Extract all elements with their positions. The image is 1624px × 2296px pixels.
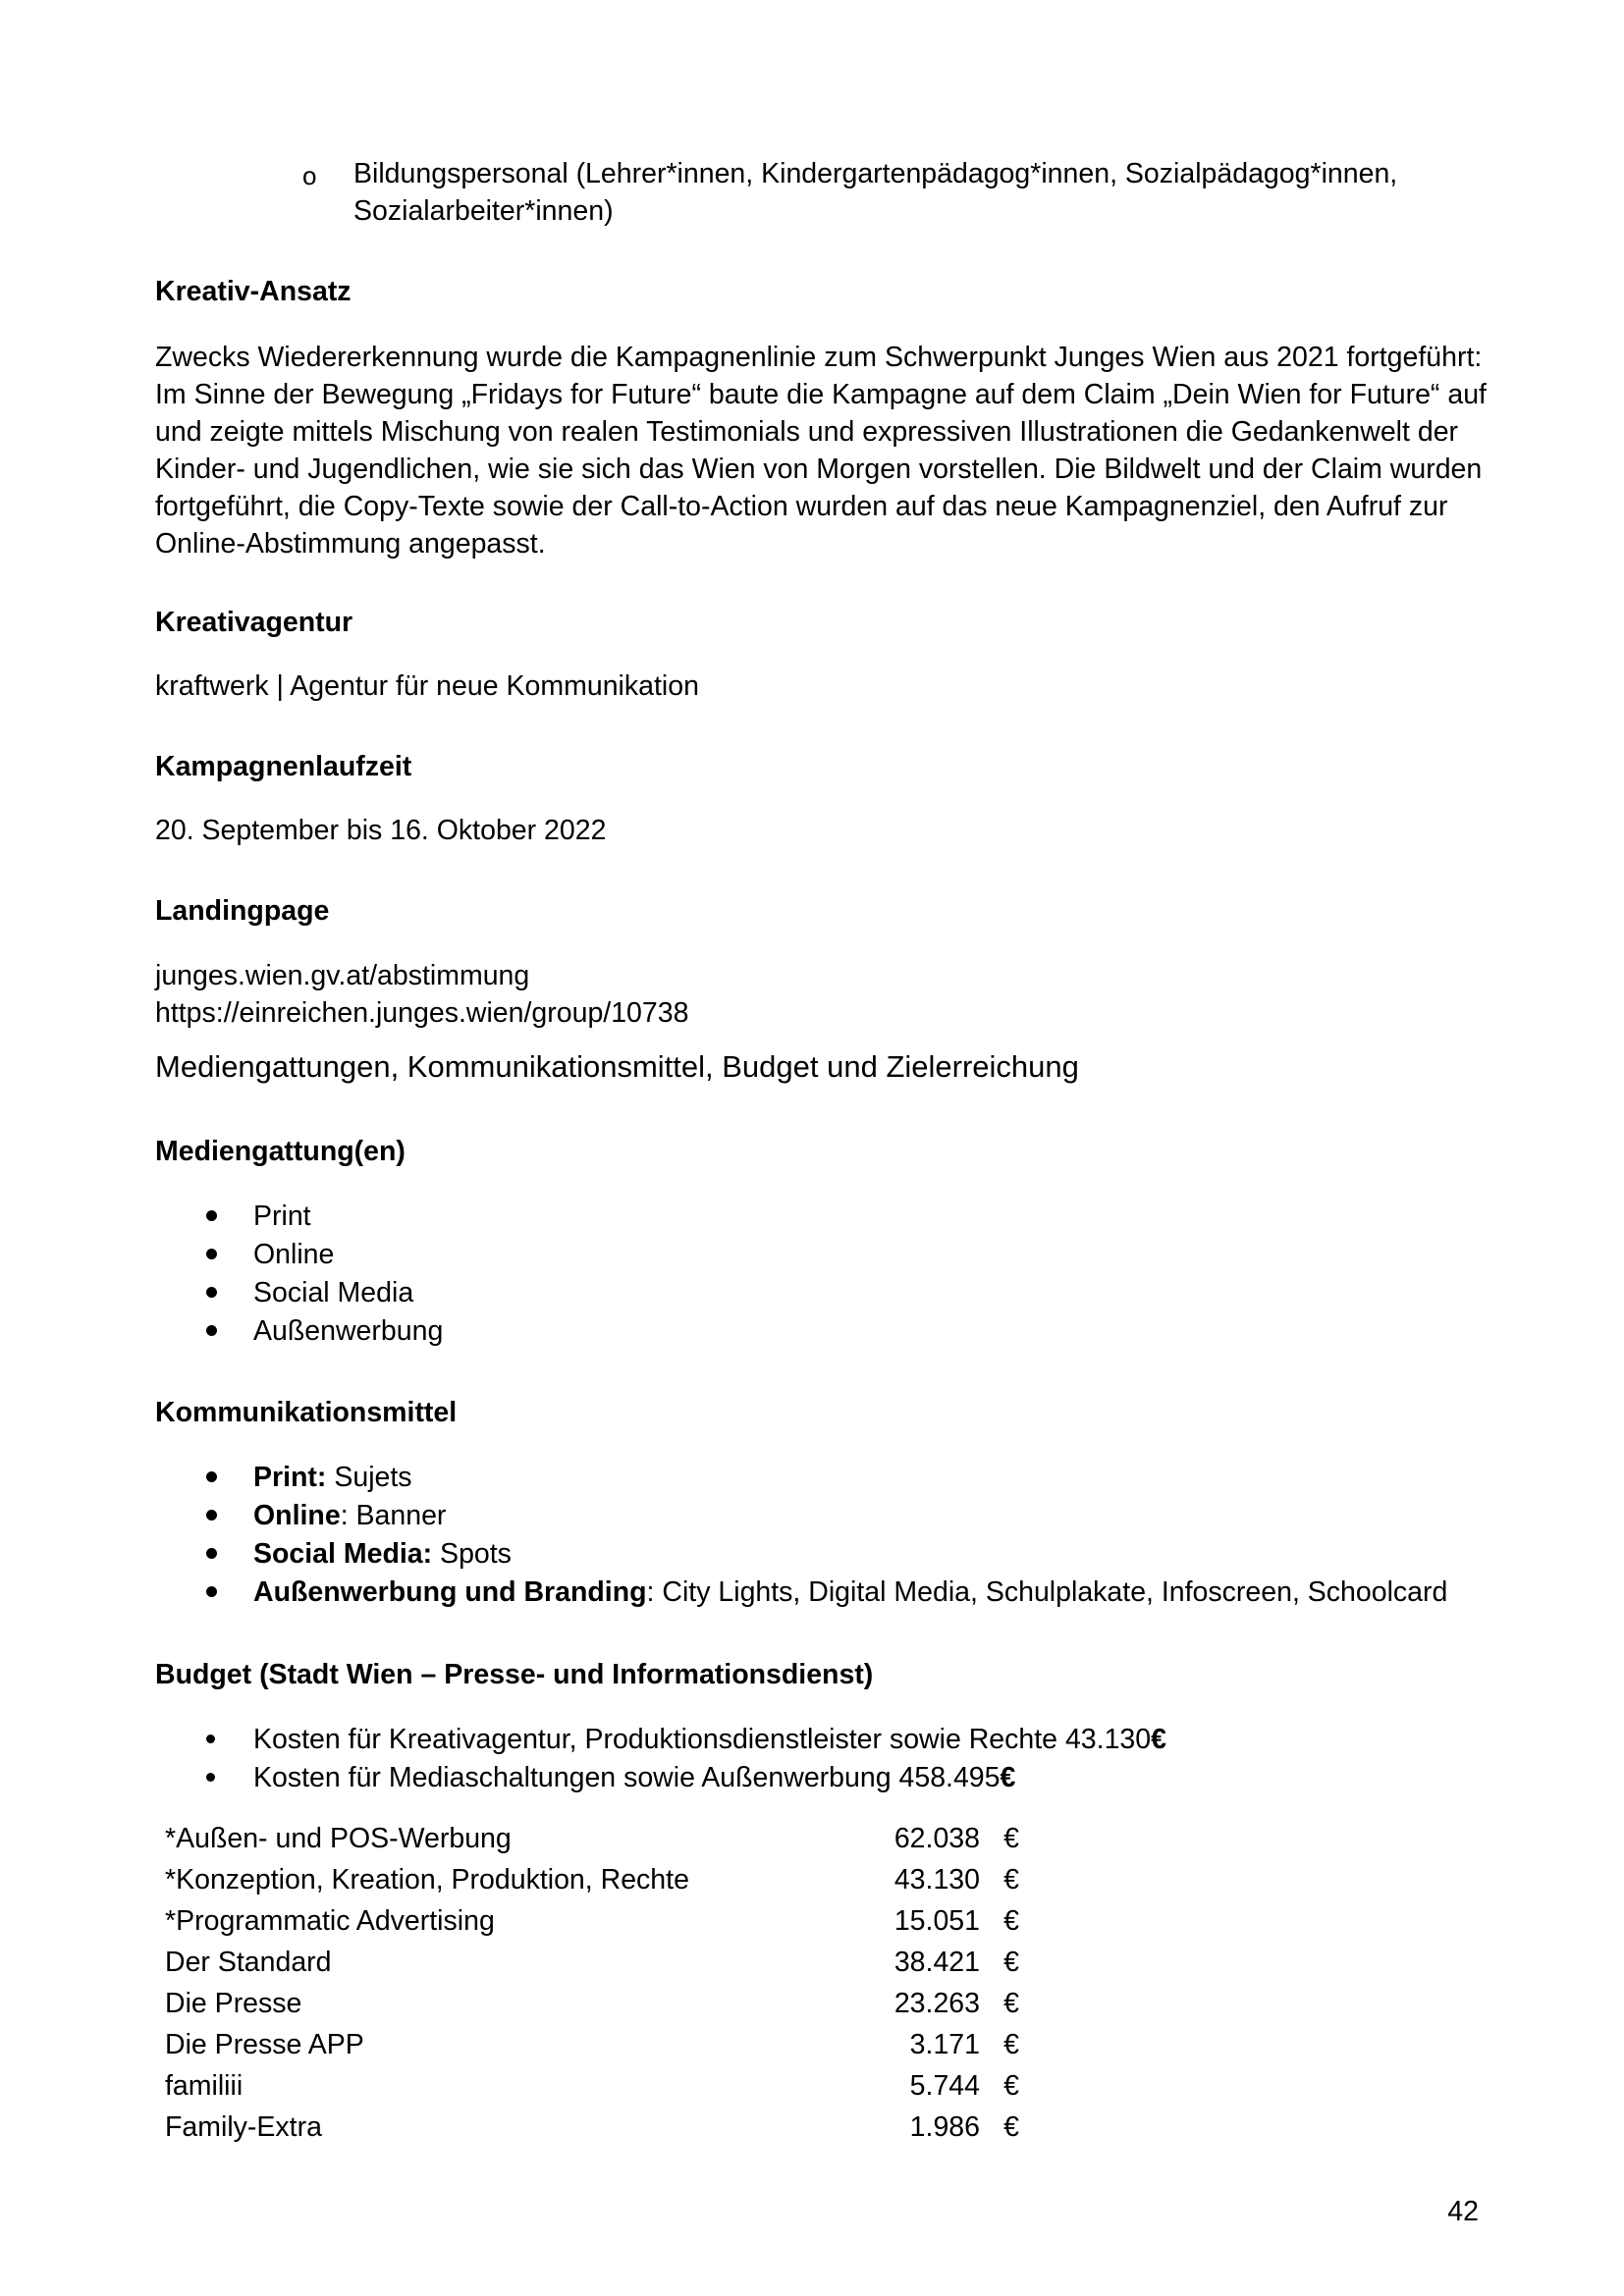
bullet-dot-icon	[206, 1773, 215, 1782]
intro-bullet-text: Bildungspersonal (Lehrer*innen, Kindergartenpädagog*innen, Sozialpädagog*innen, Sozialarbeiter*innen)	[353, 158, 1398, 227]
bullet-dot-icon	[206, 1548, 217, 1559]
agency-text: kraftwerk | Agentur für neue Kommunikation	[155, 670, 699, 702]
landingpage-url-1[interactable]: junges.wien.gv.at/abstimmung	[155, 960, 530, 991]
bullet-dot-icon	[206, 1510, 217, 1521]
landingpage-url-2[interactable]: https://einreichen.junges.wien/group/10738	[155, 997, 689, 1029]
comm-means-heading: Kommunikationsmittel	[155, 1397, 458, 1428]
sub-bullet-marker: o	[302, 161, 317, 190]
page-number: 42	[1447, 2196, 1479, 2227]
table-row: *Konzeption, Kreation, Produktion, Rechte 43.130 €	[165, 1864, 1019, 1896]
table-row: Die Presse APP 3.171 €	[165, 2029, 1019, 2060]
bullet-dot-icon	[206, 1325, 217, 1336]
bullet-dot-icon	[206, 1210, 217, 1221]
creative-text: Zwecks Wiedererkennung wurde die Kampagnenlinie zum Schwerpunkt Junges Wien aus 2021 fortgeführt: Im Sinne der Bewegung „Fridays for Future“ baute die Kampagne auf dem Claim „Dein Wien for Future“ auf und zeigte mittels Mischung von realen Testimonials und expressiven Illustrationen die Gedankenwelt der Kinder- und Jugendlichen, wie sie sich das Wien von Morgen vorstellen. Die Bildwelt und der Claim wurden fortgeführt, die Copy-Texte sowie der Call-to-Action wurden auf das neue Kampagnenziel, den Aufruf zur Online-Abstimmung angepasst.	[155, 342, 1487, 560]
table-row: Family-Extra 1.986 €	[165, 2111, 1019, 2143]
bullet-dot-icon	[206, 1735, 215, 1743]
bullet-dot-icon	[206, 1287, 217, 1298]
document-page: o Bildungspersonal (Lehrer*innen, Kindergartenpädagog*innen, Sozialpädagog*innen, Sozialarbeiter*innen) Kreativ-Ansatz Zwecks Wiedererkennung wurde die Kampagnenlinie zum Schwerpunkt Junges Wien aus 2021 fortgeführt: Im Sinne der Bewegung „Fridays for Future“ baute die Kampagne auf dem Claim „Dein Wien for Future“ auf und zeigte mittels Mischung von realen Testimonials und expressiven Illustrationen die Gedankenwelt der Kinder- und Jugendlichen, wie sie sich das Wien von Morgen vorstellen. Die Bildwelt und der Claim wurden fortgeführt, die Copy-Texte sowie der Call-to-Action wurden auf das neue Kampagnenziel, den Aufruf zur Online-Abstimmung angepasst. Kreativagentur kraftwerk | Agentur für neue Kommunikation Kampagnenlaufzeit 20. September bis 16. Oktober 2022 Landingpage junges.wien.gv.at/abstimmung https://einreichen.junges.wien/group/10738 Mediengattungen, Kommunikationsmittel, Budget und Zielerreichung Mediengattung(en) Print Online Social Media Außenwerbung Kommunikationsmittel Print: Sujets Online: Banner Social Media: Spots Außenwerbung und Branding: City Lights, Digital Media, Schulplakate, Infoscreen, Schoolcard Budget (Stadt Wien – Presse- und Informationsdienst) Kosten für Kreativagentur, Produktionsdienstleister sowie Rechte 43.130€ Kosten für Mediaschaltungen sowie Außenwerbung 458.495€ *Außen- und POS-Werbung 62.038 € *Konzeption, Kreation, Produktion, Rechte 43.130 € *Programmatic Advertising 15.051 € Der Standard 38.421 € Die Presse 23.263 € Die Presse APP 3.171 € familiii 5.744 € Family-Extra 1.986 € 42	[0, 0, 1624, 2296]
runtime-heading: Kampagnenlaufzeit	[155, 751, 412, 782]
media-types-heading: Mediengattung(en)	[155, 1136, 406, 1167]
budget-heading: Budget (Stadt Wien – Presse- und Informationsdienst)	[155, 1659, 874, 1690]
agency-heading: Kreativagentur	[155, 607, 353, 638]
table-row: Der Standard 38.421 €	[165, 1947, 1019, 1978]
runtime-text: 20. September bis 16. Oktober 2022	[155, 815, 607, 846]
bullet-dot-icon	[206, 1471, 217, 1482]
media-section-title: Mediengattungen, Kommunikationsmittel, Budget und Zielerreichung	[155, 1049, 1079, 1084]
bullet-dot-icon	[206, 1249, 217, 1259]
table-row: Die Presse 23.263 €	[165, 1988, 1019, 2019]
table-row: *Außen- und POS-Werbung 62.038 €	[165, 1823, 1019, 1854]
table-row: *Programmatic Advertising 15.051 €	[165, 1905, 1019, 1937]
budget-table	[165, 1818, 1019, 2148]
landingpage-heading: Landingpage	[155, 895, 330, 927]
table-row: familiii 5.744 €	[165, 2070, 1019, 2102]
creative-heading: Kreativ-Ansatz	[155, 276, 352, 307]
bullet-dot-icon	[206, 1586, 217, 1597]
